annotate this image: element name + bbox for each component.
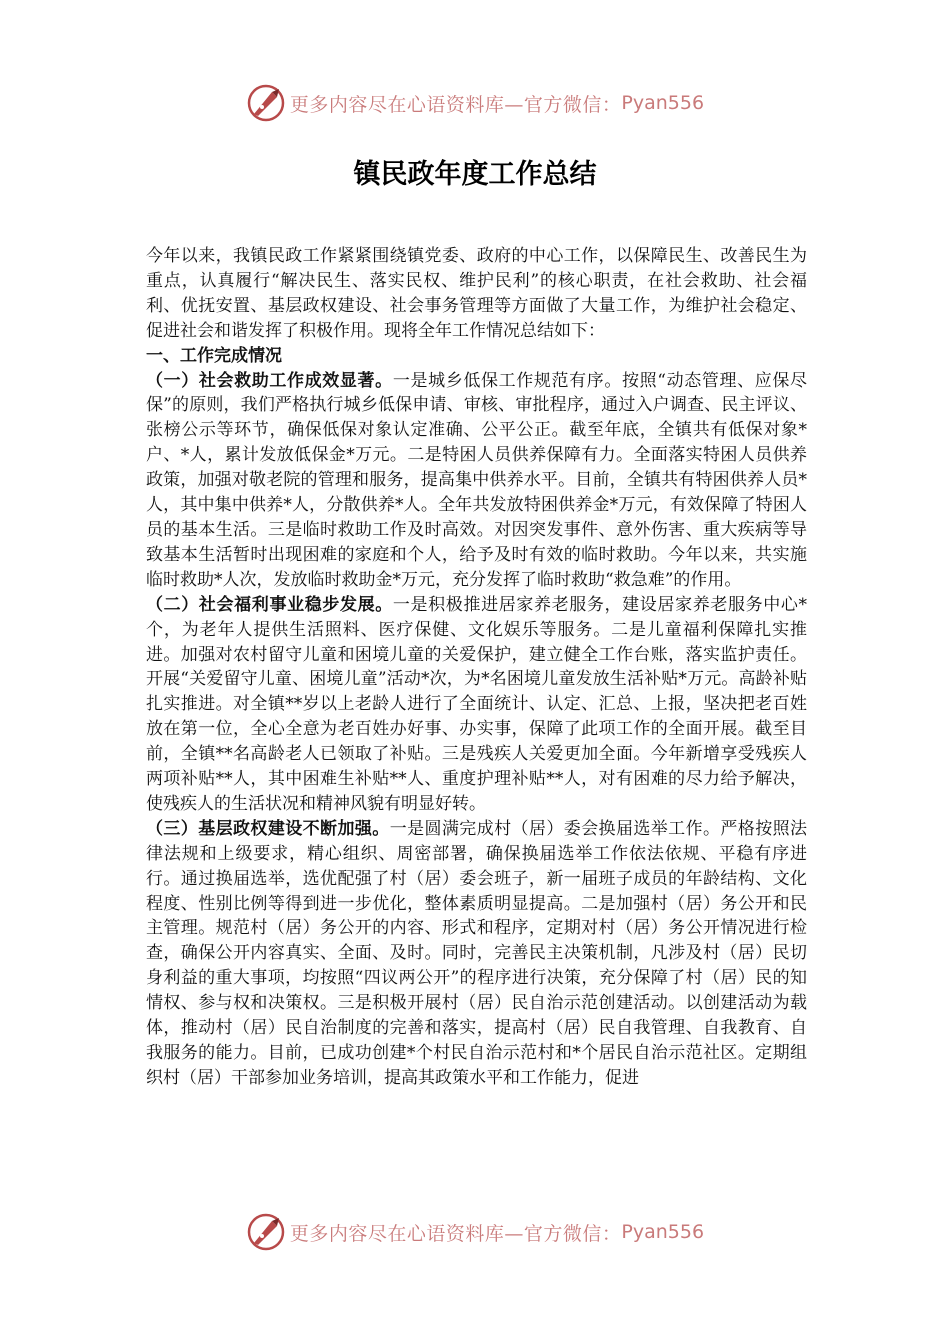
pen-nib-logo-icon [246, 83, 286, 123]
footer-watermark [0, 1212, 950, 1252]
header-watermark [0, 83, 950, 123]
watermark-wechat-id: Pyan556 [621, 1221, 705, 1243]
section-heading: 一、工作完成情况 [146, 345, 282, 366]
pen-nib-logo-icon [246, 1212, 286, 1252]
watermark-text: 更多内容尽在心语资料库—官方微信： [289, 93, 622, 116]
item-body: 一是圆满完成村（居）委会换届选举工作。严格按照法律法规和上级要求，精心组织、周密部署，确保换届选举工作依法依规、平稳有序进行。通过换届选举，选优配强了村（居）委会班子，新一届班子成员的年龄结构、文化程度、性别比例等得到进一步优化，整体素质明显提高。二是加强村（居）务公开和民主管理。规范村（居）务公开的内容、形式和程序，定期对村（居）务公开情况进行检查，确保公开内容真实、全面、及时。同时，完善民主决策机制，凡涉及村（居）民切身利益的重大事项，均按照“四议两公开”的程序进行决策，充分保障了村（居）民的知情权、参与权和决策权。三是积极开展村（居）民自治示范创建活动。以创建活动为载体，推动村（居）民自治制度的完善和落实，提高村（居）民自我管理、自我教育、自我服务的能力。目前，已成功创建*个村民自治示范村和*个居民自治示范社区。定期组织村（居）干部参加业务培训，提高其政策水平和工作能力，促进 [146, 818, 808, 1088]
item-heading: （二）社会福利事业稳步发展。 [146, 594, 393, 615]
paragraph-item [146, 593, 807, 817]
paragraph-item [146, 817, 807, 1091]
watermark-text: 更多内容尽在心语资料库—官方微信： [289, 1222, 622, 1245]
document-body [146, 244, 807, 1091]
item-heading: （一）社会救助工作成效显著。 [146, 370, 393, 391]
item-heading: （三）基层政权建设不断加强。 [146, 818, 390, 839]
document-title: 镇民政年度工作总结 [353, 159, 597, 190]
item-body: 一是城乡低保工作规范有序。按照“动态管理、应保尽保”的原则，我们严格执行城乡低保申请、审核、审批程序，通过入户调查、民主评议、张榜公示等环节，确保低保对象认定准确、公平公正。截至年底，全镇共有低保对象*户、*人，累计发放低保金*万元。二是特困人员供养保障有力。全面落实特困人员供养政策，加强对敬老院的管理和服务，提高集中供养水平。目前，全镇共有特困供养人员*人，其中集中供养*人，分散供养*人。全年共发放特困供养金*万元，有效保障了特困人员的基本生活。三是临时救助工作及时高效。对因突发事件、意外伤害、重大疾病等导致基本生活暂时出现困难的家庭和个人，给予及时有效的临时救助。今年以来，共实施临时救助*人次，发放临时救助金*万元，充分发挥了临时救助“救急难”的作用。 [146, 370, 807, 590]
item-body: 一是积极推进居家养老服务，建设居家养老服务中心*个，为老年人提供生活照料、医疗保健、文化娱乐等服务。二是儿童福利保障扎实推进。加强对农村留守儿童和困境儿童的关爱保护，建立健全工作台账，落实监护责任。开展“关爱留守儿童、困境儿童”活动*次，为*名困境儿童发放生活补贴*万元。高龄补贴扎实推进。对全镇**岁以上老龄人进行了全面统计、认定、汇总、上报，坚决把老百姓放在第一位，全心全意为老百姓办好事、办实事，保障了此项工作的全面开展。截至目前，全镇**名高龄老人已领取了补贴。三是残疾人关爱更加全面。今年新增享受残疾人两项补贴**人，其中困难生补贴**人、重度护理补贴**人，对有困难的尽力给予解决，使残疾人的生活状况和精神风貌有明显好转。 [146, 594, 808, 814]
watermark-wechat-id: Pyan556 [621, 92, 705, 114]
paragraph-item [146, 369, 807, 593]
intro-paragraph: 今年以来，我镇民政工作紧紧围绕镇党委、政府的中心工作，以保障民生、改善民生为重点，认真履行“解决民生、落实民权、维护民利”的核心职责，在社会救助、社会福利、优抚安置、基层政权建设、社会事务管理等方面做了大量工作，为维护社会稳定、促进社会和谐发挥了积极作用。现将全年工作情况总结如下： [146, 246, 807, 341]
